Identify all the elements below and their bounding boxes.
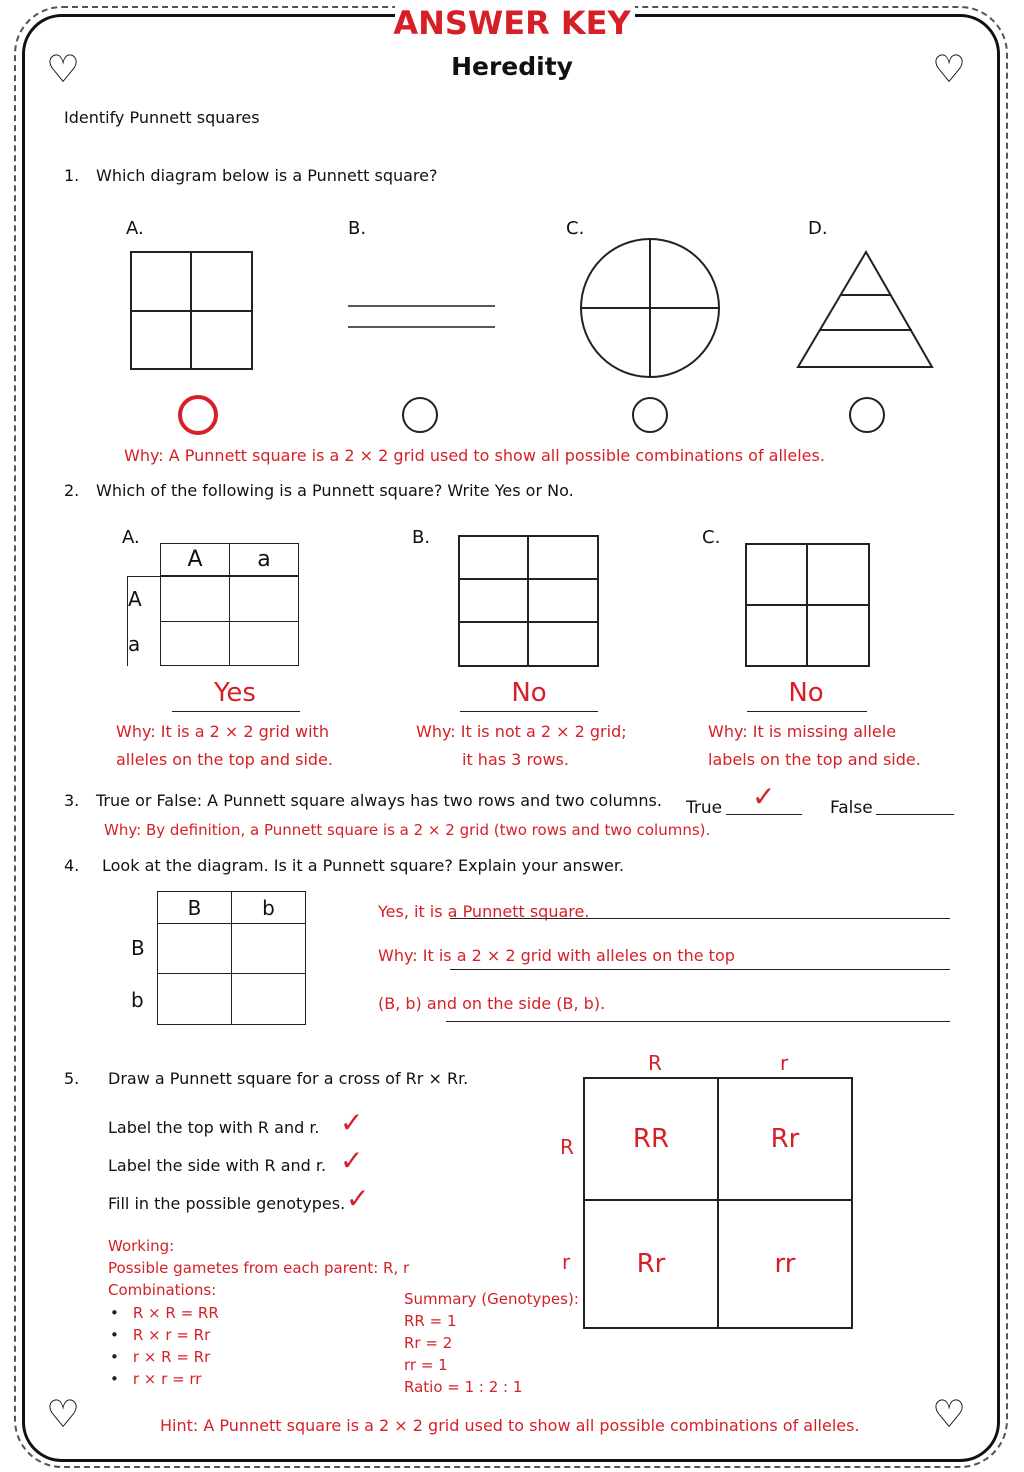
q2-a-label: A. (122, 527, 140, 548)
q1-diagram-grid (131, 252, 252, 369)
q2-c-why-line1: Why: It is missing allele (708, 722, 897, 741)
q4-answer-line3-rule (446, 1021, 950, 1022)
q2-a-side-label: a (127, 621, 160, 666)
q5-side-label: r (562, 1250, 571, 1274)
q4-answer-line2-rule (450, 969, 950, 970)
q2-c-answer-line (747, 711, 867, 712)
heart-icon: ♡ (932, 1392, 967, 1436)
q2-a-top-label: A (160, 543, 230, 576)
q3-why: Why: By definition, a Punnett square is a 2 × 2 grid (two rows and two columns). (104, 821, 711, 839)
q5-grid-cell: Rr (583, 1199, 719, 1329)
q5-side-label: R (560, 1135, 574, 1159)
q4-answer-line2: Why: It is a 2 × 2 grid with alleles on the top (378, 946, 735, 965)
q1-diagram-circle (581, 239, 719, 377)
q1-diagram-triangle (798, 252, 932, 367)
q4-answer-line3: (B, b) and on the side (B, b). (378, 994, 606, 1013)
q2-a-grid-cell (229, 621, 299, 666)
q1-option-c-radio[interactable] (632, 397, 668, 433)
q2-b-answer: No (511, 678, 547, 708)
q2-a-grid-cell (160, 621, 230, 666)
q5-summary-ratio: Ratio = 1 : 2 : 1 (404, 1378, 523, 1396)
q3-question: True or False: A Punnett square always has two rows and two columns. (96, 791, 662, 810)
q4-question: Look at the diagram. Is it a Punnett square? Explain your answer. (102, 856, 625, 875)
q1-option-d-label: D. (808, 218, 828, 239)
q5-combinations-title: Combinations: (108, 1281, 217, 1299)
q5-grid-cell: RR (583, 1077, 719, 1201)
q5-gametes: Possible gametes from each parent: R, r (108, 1259, 410, 1277)
q5-question: Draw a Punnett square for a cross of Rr × Rr. (108, 1069, 469, 1088)
q2-c-grid (745, 543, 871, 668)
q2-c-label: C. (702, 527, 721, 548)
q1-diagram-lines (348, 306, 495, 327)
q1-option-b-radio[interactable] (402, 397, 438, 433)
q5-step-fill-checkmark-icon: ✓ (346, 1182, 370, 1215)
q3-false-label: False (830, 798, 873, 818)
q5-summary-rr-dominant: RR = 1 (404, 1312, 457, 1330)
list-item: • R × r = Rr (110, 1324, 219, 1346)
q1-option-c-label: C. (566, 218, 585, 239)
q2-question: Which of the following is a Punnett square? Write Yes or No. (96, 481, 574, 500)
q3-true-checkmark-icon: ✓ (752, 780, 776, 813)
q5-summary-rr-recessive: rr = 1 (404, 1356, 448, 1374)
q5-combinations-list (110, 1302, 219, 1390)
q2-a-grid-cell (229, 576, 299, 622)
q4-top-label: B (157, 891, 232, 924)
q5-summary-rr-hetero: Rr = 2 (404, 1334, 453, 1352)
q1-option-d-radio[interactable] (849, 397, 885, 433)
list-item: • R × R = RR (110, 1302, 219, 1324)
q2-a-why-line2: alleles on the top and side. (116, 750, 333, 769)
q1-option-b-label: B. (348, 218, 367, 239)
q1-why: Why: A Punnett square is a 2 × 2 grid used to show all possible combinations of alleles. (124, 446, 825, 465)
section-title: Identify Punnett squares (64, 108, 260, 127)
q1-option-a-label: A. (126, 218, 144, 239)
q5-number: 5. (64, 1069, 80, 1088)
q3-true-label: True (686, 798, 723, 818)
q4-grid-cell (231, 973, 306, 1025)
q5-grid-cell: rr (717, 1199, 853, 1329)
q5-step-fill: Fill in the possible genotypes. (108, 1194, 346, 1213)
q2-b-answer-line (460, 711, 598, 712)
q2-a-why-line1: Why: It is a 2 × 2 grid with (116, 722, 329, 741)
q4-side-label: b (131, 988, 144, 1012)
q5-step-label-side: Label the side with R and r. (108, 1156, 327, 1175)
q5-step-side-checkmark-icon: ✓ (340, 1144, 364, 1177)
heart-icon: ♡ (46, 1392, 81, 1436)
q2-c-answer: No (788, 678, 824, 708)
q5-grid-cell: Rr (717, 1077, 853, 1201)
page-subtitle: Heredity (451, 52, 573, 81)
q1-option-a-radio-selected[interactable] (178, 395, 218, 435)
q2-b-why-line1: Why: It is not a 2 × 2 grid; (416, 722, 627, 741)
q1-number: 1. (64, 166, 80, 185)
list-item: • r × r = rr (110, 1368, 219, 1390)
q2-b-why-line2: it has 3 rows. (462, 750, 569, 769)
q2-a-answer: Yes (214, 678, 256, 708)
q4-grid-cell (157, 923, 232, 974)
q3-number: 3. (64, 791, 80, 810)
q4-grid-cell (231, 923, 306, 974)
heart-icon: ♡ (932, 47, 967, 91)
q2-b-label: B. (412, 527, 431, 548)
q5-step-label-top: Label the top with R and r. (108, 1118, 320, 1137)
q5-working-title: Working: (108, 1237, 175, 1255)
q5-summary-title: Summary (Genotypes): (404, 1290, 579, 1308)
q4-number: 4. (64, 856, 80, 875)
list-item: • r × R = Rr (110, 1346, 219, 1368)
q4-top-label: b (231, 891, 306, 924)
q1-question: Which diagram below is a Punnett square? (96, 166, 438, 185)
q3-false-answer-line[interactable] (876, 814, 954, 815)
q4-grid-cell (157, 973, 232, 1025)
q4-answer-line1: Yes, it is a Punnett square. (378, 902, 590, 921)
q3-true-answer-line[interactable] (726, 814, 802, 815)
q4-answer-line1-rule (450, 918, 950, 919)
q2-number: 2. (64, 481, 80, 500)
q5-top-label: R (648, 1051, 662, 1075)
q5-top-label: r (780, 1051, 789, 1075)
q2-a-side-label: A (127, 576, 160, 621)
q2-a-grid-cell (160, 576, 230, 622)
q2-c-why-line2: labels on the top and side. (708, 750, 921, 769)
footer-hint: Hint: A Punnett square is a 2 × 2 grid used to show all possible combinations of alleles. (160, 1416, 860, 1435)
heart-icon: ♡ (46, 47, 81, 91)
q5-step-top-checkmark-icon: ✓ (340, 1106, 364, 1139)
q4-side-label: B (131, 936, 145, 960)
q2-a-top-label: a (229, 543, 299, 576)
page-title: ANSWER KEY (393, 4, 631, 42)
q2-a-answer-line (172, 711, 300, 712)
q2-b-grid (458, 535, 600, 668)
